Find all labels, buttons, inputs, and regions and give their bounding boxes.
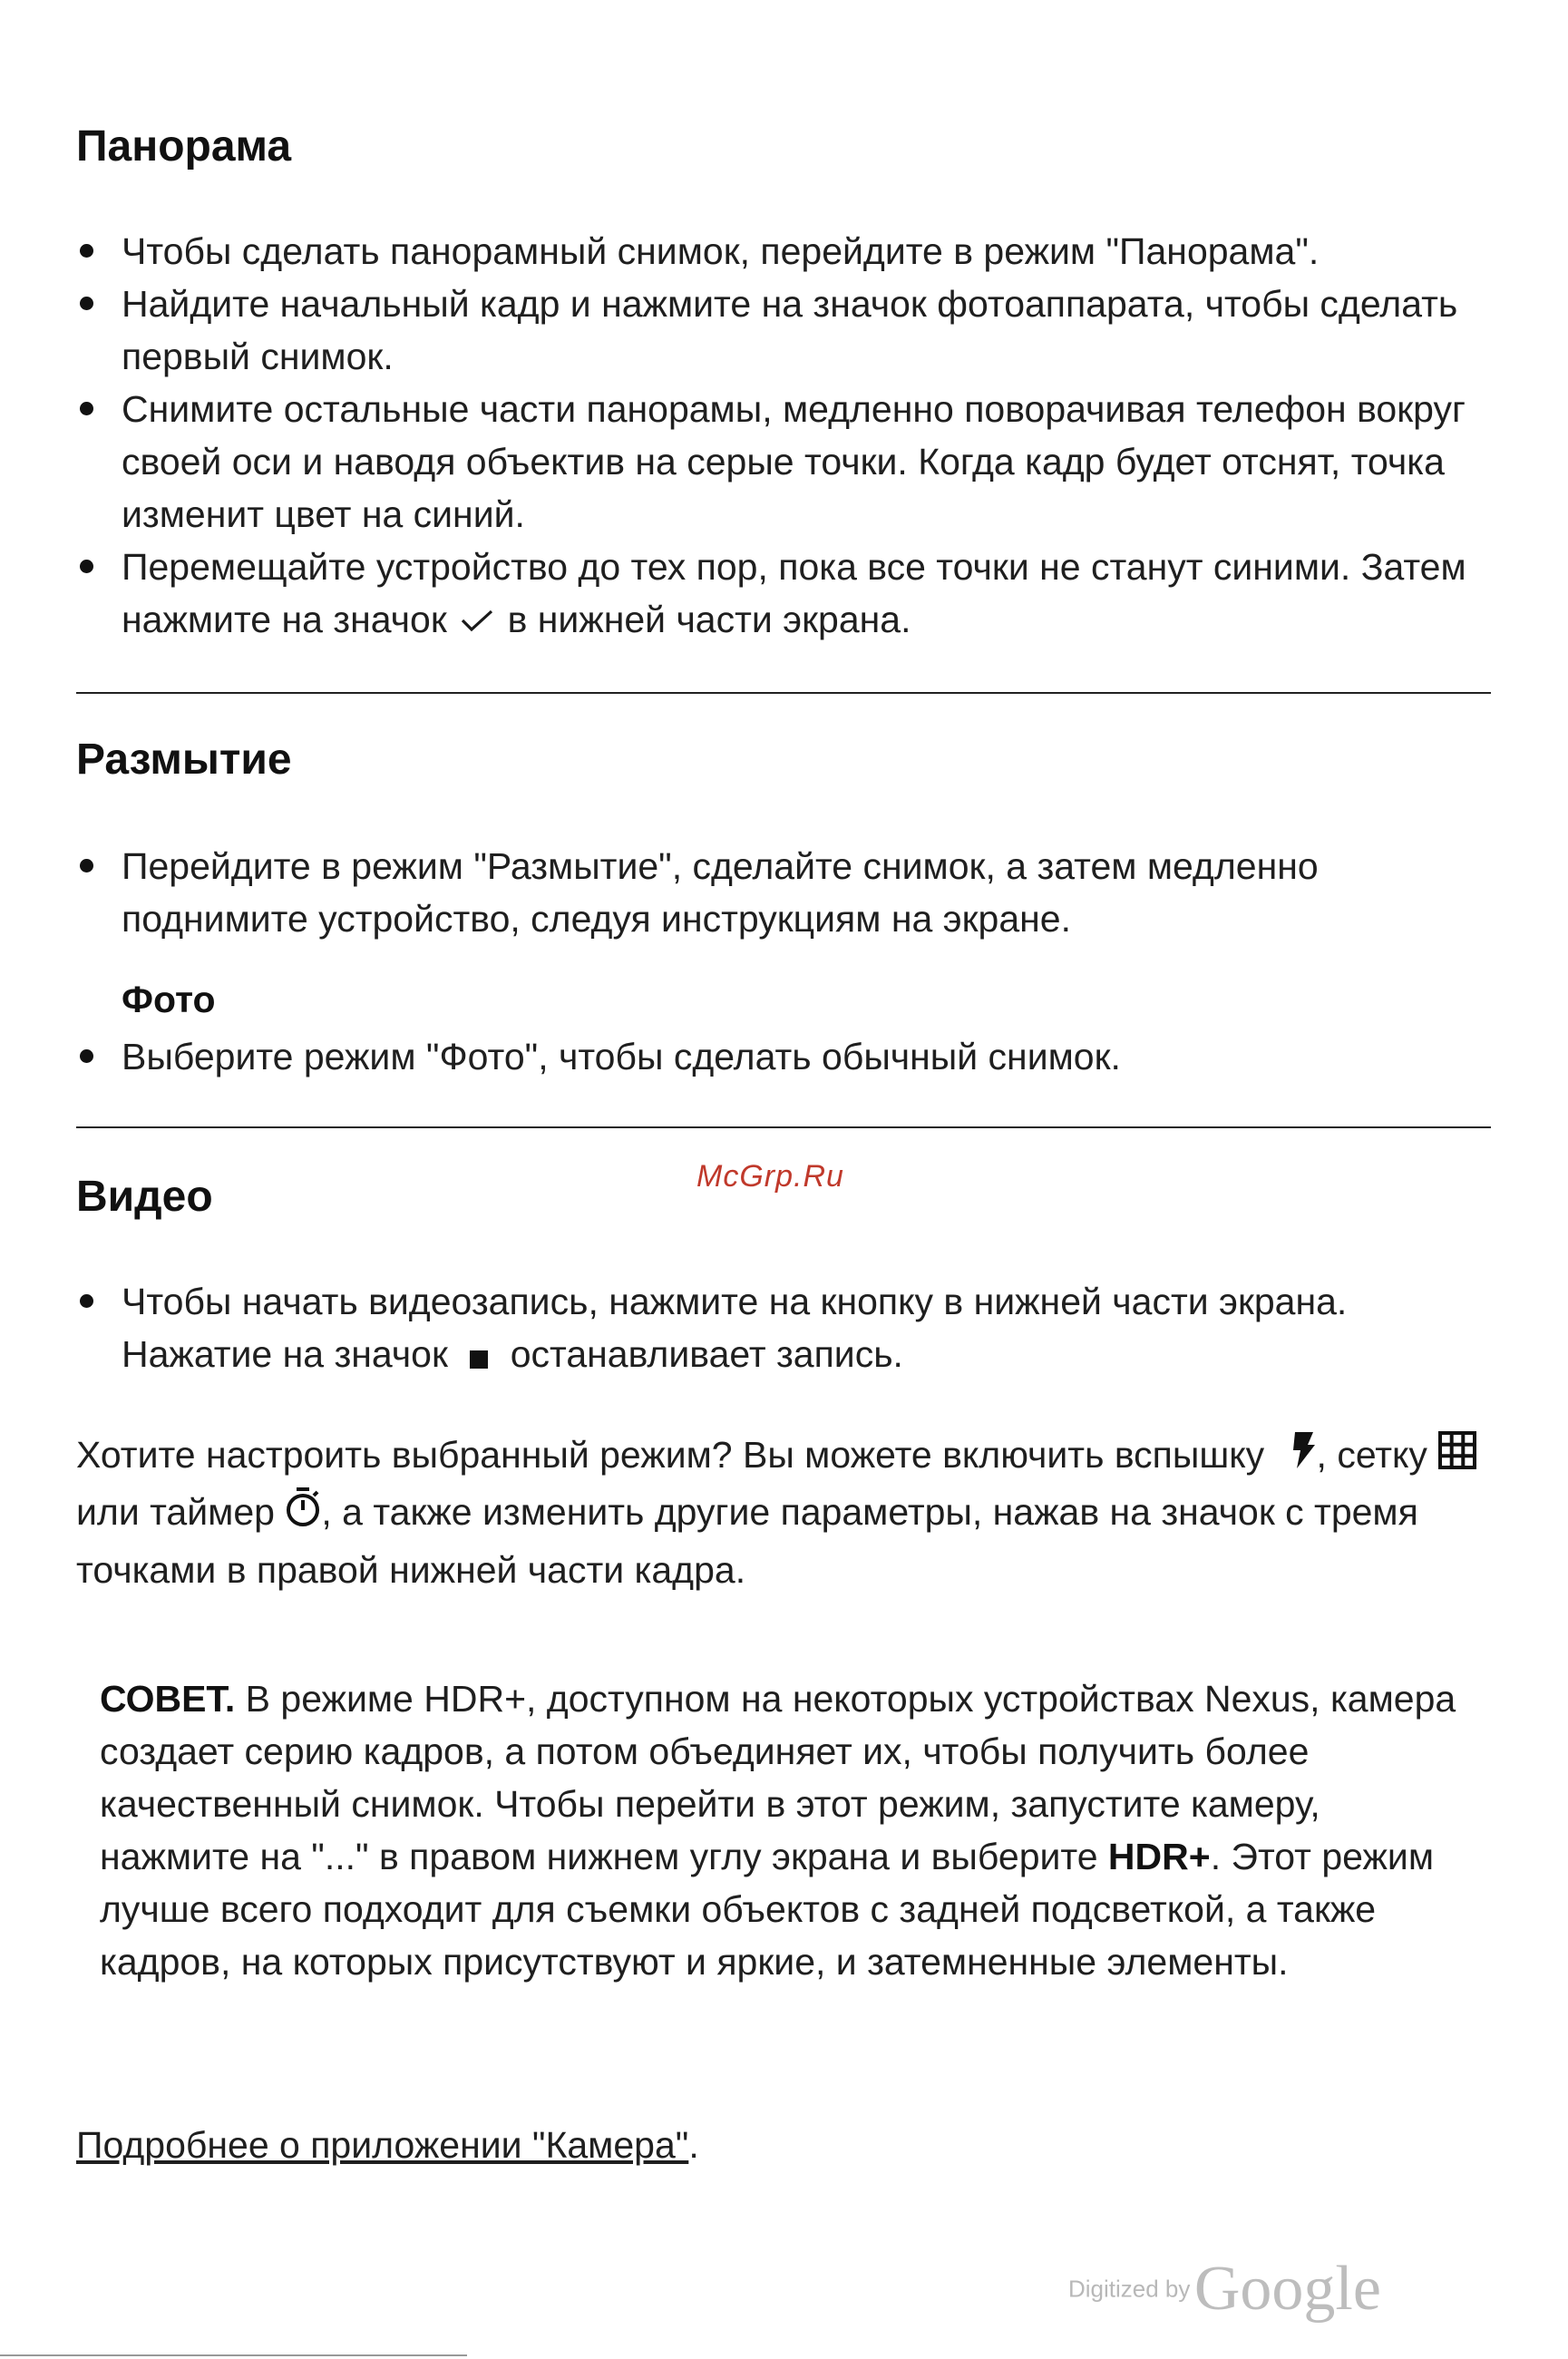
watermark: McGrp.Ru xyxy=(696,1159,844,1194)
list-item-text: в нижней части экрана. xyxy=(507,599,911,640)
tip-text: . Этот режим лучше всего подходит для съемки объектов с задней подсветкой, а также кадров, на которых присутствуют и яркие, и затемненные элементы. xyxy=(100,1836,1435,1983)
stop-icon xyxy=(469,1331,489,1383)
paragraph-text: , сетку xyxy=(1316,1434,1427,1476)
list-item xyxy=(76,1275,1491,1383)
tip-box xyxy=(100,1672,1478,1988)
tip-label: СОВЕТ. xyxy=(100,1678,236,1720)
checkmark-icon xyxy=(457,596,497,648)
list-item: Перейдите в режим "Размытие", сделайте снимок, а затем медленно поднимите устройство, следуя инструкциям на экране. xyxy=(76,840,1491,945)
more-info xyxy=(76,2124,699,2167)
section-title-blur: Размытие xyxy=(76,736,292,784)
list-item-text: останавливает запись. xyxy=(510,1333,903,1375)
grid-icon xyxy=(1437,1430,1477,1485)
list-item-text: Перемещайте устройство до тех пор, пока все точки не станут синими. Затем нажмите на значок xyxy=(122,546,1466,640)
list-item-text: Чтобы начать видеозапись, нажмите на кнопку в нижней части экрана. Нажатие на значок xyxy=(122,1281,1348,1375)
timer-icon xyxy=(285,1487,321,1543)
google-logo: Google xyxy=(1193,2254,1381,2324)
settings-paragraph xyxy=(76,1428,1491,1597)
tip-hdr: HDR+ xyxy=(1107,1836,1211,1877)
list-item: Чтобы сделать панорамный снимок, перейдите в режим "Панорама". xyxy=(76,225,1491,278)
digitized-by-google xyxy=(1068,2253,1381,2325)
list-item: Выберите режим "Фото", чтобы сделать обычный снимок. xyxy=(76,1030,1491,1083)
paragraph-text: или таймер xyxy=(76,1491,275,1534)
flash-icon xyxy=(1290,1430,1317,1485)
photo-list xyxy=(76,1030,1491,1083)
panorama-list xyxy=(76,225,1491,648)
list-item: Найдите начальный кадр и нажмите на значок фотоаппарата, чтобы сделать первый снимок. xyxy=(76,278,1491,383)
paragraph-text: Хотите настроить выбранный режим? Вы можете включить вспышку xyxy=(76,1434,1265,1476)
blur-list xyxy=(76,840,1491,945)
camera-app-link[interactable]: Подробнее о приложении "Камера" xyxy=(76,2124,689,2166)
bottom-rule xyxy=(0,2354,467,2356)
list-item: Снимите остальные части панорамы, медленно поворачивая телефон вокруг своей оси и наводя объектив на серые точки. Когда кадр будет отснят, точка изменит цвет на синий. xyxy=(76,383,1491,541)
list-item xyxy=(76,541,1491,648)
divider xyxy=(76,1126,1491,1128)
video-list xyxy=(76,1275,1491,1383)
section-title-video: Видео xyxy=(76,1173,213,1221)
photo-subtitle: Фото xyxy=(122,979,216,1020)
link-suffix: . xyxy=(688,2124,699,2166)
divider xyxy=(76,692,1491,694)
tip-text: В режиме HDR+, доступном на некоторых устройствах Nexus, камера создает серию кадров, а потом объединяет их, чтобы получить более качественный снимок. Чтобы перейти в этот режим, запустите камеру, нажмите на "..." в правом нижнем углу экрана и выберите xyxy=(100,1678,1456,1877)
section-title-panorama: Панорама xyxy=(76,122,292,171)
paragraph-text: , а также изменить другие параметры, нажав на значок с тремя точками в правой нижней части кадра. xyxy=(76,1491,1418,1592)
digitized-label: Digitized by xyxy=(1068,2275,1191,2303)
